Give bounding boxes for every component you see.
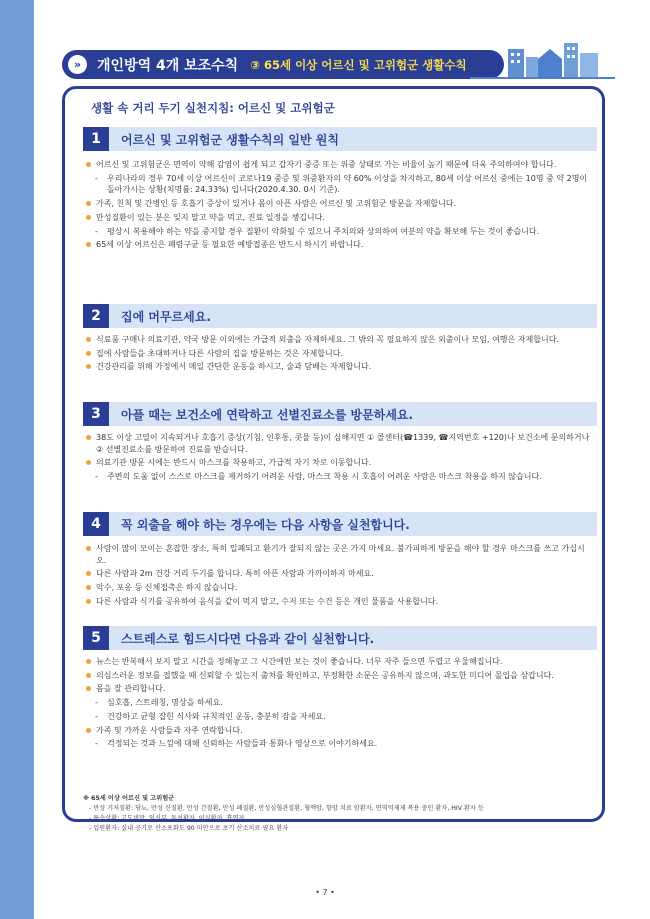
footnote-line: - 특수상황: 고도비만, 임신부, 투석환자, 이식환자, 흡연자 [89,815,245,822]
section-title: 스트레스로 힘드시다면 다음과 같이 실천합니다. [121,631,375,646]
bullet-item: 집에 사람들을 초대하거나 다른 사람의 집을 방문하는 것은 자제합니다. [83,348,591,360]
section-1-header [83,127,597,151]
dash-item: - 주변의 도움 없이 스스로 마스크를 제거하기 어려운 사람, 마스크 착용 시 호흡이 어려운 사람은 마스크 착용을 하지 않습니다. [83,471,591,483]
dash-item: - 우리나라의 경우 70세 이상 어르신이 코로나19 중증 및 위중환자의 약 60% 이상을 차지하고, 80세 이상 어르신 중에는 10명 중 약 2명이 돌아가시는 상황(치명률: 24.33%) 입니다(2020.4.30. 0시 기준). [83,173,591,196]
bullet-item: 가족, 친척 및 간병인 등 호흡기 증상이 있거나 몸이 아픈 사람은 어르신 및 고위험군 방문을 자제합니다. [83,198,591,210]
content-panel [62,86,605,832]
bullet-item: 다른 사람과 식기를 공유하여 음식을 같이 먹지 말고, 수저 또는 수건 등은 개인 물품을 사용합니다. [83,596,591,608]
bullet-item: 만성질환이 있는 분은 잊지 말고 약을 먹고, 진료 일정을 챙깁니다. [83,212,591,224]
header-subtitle: ③ 65세 이상 어르신 및 고위험군 생활수칙 [250,57,467,72]
section-number: 1 [83,127,109,151]
section-1-content [83,159,591,253]
bullet-item: 어르신 및 고위험군은 면역이 약해 감염이 쉽게 되고 갑자기 중증 또는 위중 상태로 가는 비율이 높기 때문에 더욱 주의하여야 합니다. [83,159,591,171]
bullet-item: 가족 및 가까운 사람들과 자주 연락합니다. [83,725,591,737]
footnote-line: - 입원환자: 실내 공기로 산소포화도 90 미만으로 초기 산소치료 필요 환자 [89,825,289,832]
section-title: 아플 때는 보건소에 연락하고 선별진료소를 방문하세요. [121,407,414,422]
footnote [83,794,591,834]
dash-item: - 심호흡, 스트레칭, 명상을 하세요. [83,697,591,709]
section-5-content [83,656,591,752]
side-color-band [0,0,34,919]
section-title: 집에 머무르세요. [121,309,211,324]
section-4-header [83,512,597,536]
section-title: 어르신 및 고위험군 생활수칙의 일반 원칙 [121,132,339,147]
section-number: 2 [83,304,109,328]
section-3-content [83,432,591,485]
dash-item: - 평상시 복용해야 하는 약을 중지할 경우 질환이 악화될 수 있으니 주치의와 상의하여 여분의 약을 확보해 두는 것이 좋습니다. [83,226,591,238]
section-3-header [83,402,597,426]
double-chevron-icon: » [68,55,87,74]
header-title: 개인방역 4개 보조수칙 [97,57,239,74]
section-number: 4 [83,512,109,536]
bullet-item: 의심스러운 정보를 접했을 때 신뢰할 수 있는지 출처를 확인하고, 부정확한 소문은 공유하지 않으며, 과도한 미디어 몰입을 삼갑니다. [83,670,591,682]
footnote-line: - 만성 기저질환: 당뇨, 만성 신질환, 만성 간질환, 만성 폐질환, 만성심혈관질환, 혈액암, 항암 치료 암환자, 면역억제제 복용 중인 환자, HIV 환자 등 [89,805,484,812]
city-skyline-icon [500,35,610,79]
header-rule [470,77,615,79]
bullet-item: 38도 이상 고열이 지속되거나 호흡기 증상(기침, 인후통, 콧물 등)이 심해지면 ① 콜센터(☎1339, ☎지역번호 +120)나 보건소에 문의하거나 ② 선별진료소를 방문하여 진료를 받습니다. [83,432,591,455]
bullet-item: 식료품 구매나 의료기관, 약국 방문 이외에는 가급적 외출을 자제하세요. 그 밖의 꼭 필요하지 않은 외출이나 모임, 여행은 자제합니다. [83,334,591,346]
section-5-header [83,626,597,650]
bullet-item: 뉴스는 반복해서 보지 말고 시간을 정해놓고 그 시간에만 보는 것이 좋습니다. 너무 자주 들으면 두렵고 우울해집니다. [83,656,591,668]
bullet-item: 건강관리를 위해 가정에서 매일 간단한 운동을 하시고, 술과 담배는 자제합니다. [83,361,591,373]
panel-title: 생활 속 거리 두기 실천지침: 어르신 및 고위험군 [91,101,335,115]
bullet-item: 악수, 포옹 등 신체접촉은 하지 않습니다. [83,582,591,594]
footnote-heading: ※ 65세 이상 어르신 및 고위험군 [83,795,175,802]
section-2-content [83,334,591,375]
bullet-item: 사람이 많이 모이는 혼잡한 장소, 특히 밀폐되고 환기가 잘되지 않는 곳은 가지 마세요. 불가피하게 방문을 해야 할 경우 마스크를 쓰고 가십시오. [83,543,591,566]
dash-item: - 걱정되는 것과 느낌에 대해 신뢰하는 사람들과 통화나 영상으로 이야기하세요. [83,738,591,750]
section-number: 3 [83,402,109,426]
bullet-item: 다른 사람과 2m 건강 거리 두기를 합니다. 특히 아픈 사람과 가까이하지 마세요. [83,568,591,580]
section-number: 5 [83,626,109,650]
bullet-item: 의료기관 방문 시에는 반드시 마스크를 착용하고, 가급적 자기 차로 이동합니다. [83,457,591,469]
section-title: 꼭 외출을 해야 하는 경우에는 다음 사항을 실천합니다. [121,517,410,532]
dash-item: - 건강하고 균형 잡힌 식사와 규칙적인 운동, 충분히 잠을 자세요. [83,711,591,723]
section-4-content [83,543,591,610]
section-2-header [83,304,597,328]
header-banner [62,50,504,79]
bullet-item: 65세 이상 어르신은 폐렴구균 등 필요한 예방접종은 반드시 하시기 바랍니다. [83,239,591,251]
page-number: • 7 • [315,888,335,897]
bullet-item: 몸을 잘 관리합니다. [83,683,591,695]
